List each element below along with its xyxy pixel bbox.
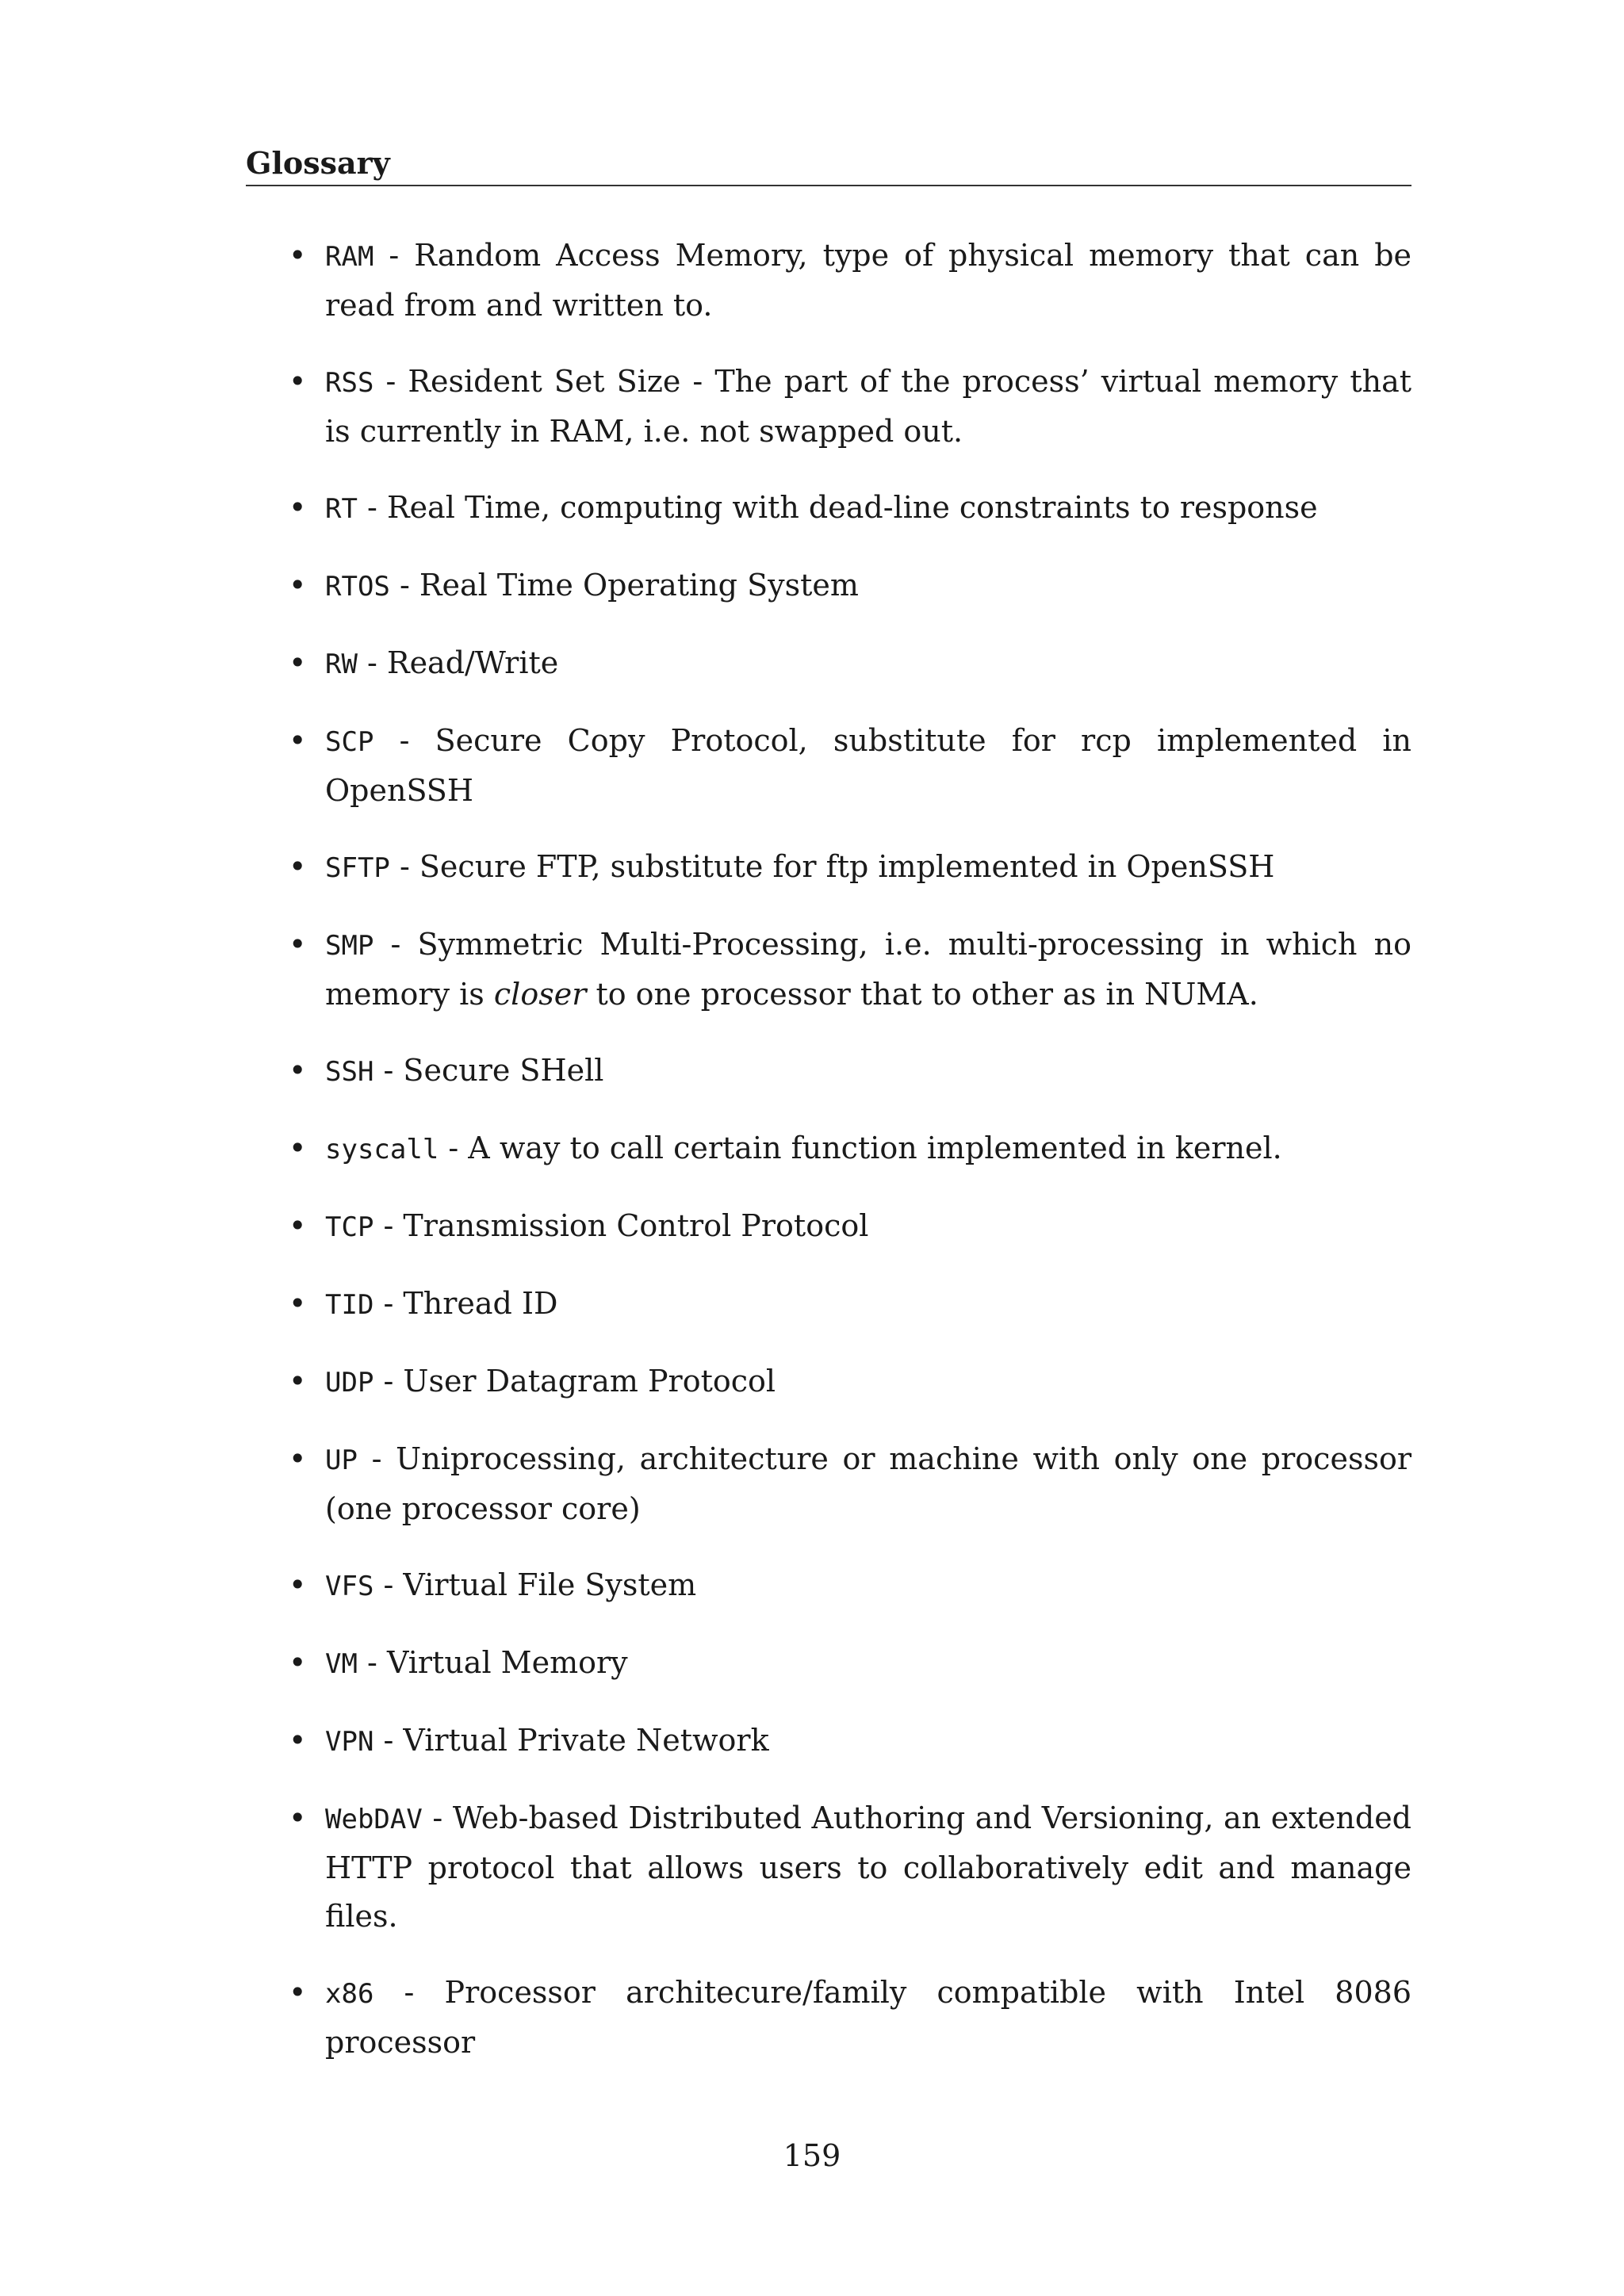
term-separator: - [373, 1975, 445, 2010]
glossary-term: SCP [325, 726, 374, 758]
glossary-entry-tcp [246, 1202, 1411, 1252]
glossary-definition: Virtual Memory [386, 1645, 628, 1680]
bullet-icon: • [289, 490, 307, 525]
glossary-term: VFS [325, 1571, 374, 1602]
glossary-entry-vm [246, 1639, 1411, 1689]
glossary-definition: Resident Set Size - The part of the process’ virtual memory that is currently in RAM, i.e. not swapped out. [325, 364, 1411, 449]
glossary-term: UDP [325, 1367, 374, 1399]
glossary-definition: Random Access Memory, type of physical memory that can be read from and written to. [325, 238, 1412, 323]
glossary-term: UP [325, 1445, 358, 1476]
glossary-term: SMP [325, 930, 374, 962]
glossary-entry-ram [246, 232, 1411, 330]
glossary-entry-scp [246, 717, 1411, 815]
glossary-entry-ssh [246, 1047, 1411, 1096]
glossary-entry-rtos [246, 561, 1411, 611]
term-separator: - [373, 238, 415, 273]
bullet-icon: • [289, 1800, 307, 1835]
bullet-icon: • [289, 1645, 307, 1680]
header-rule [246, 185, 1411, 186]
glossary-entry-smp [246, 920, 1411, 1019]
glossary-entry-up [246, 1435, 1411, 1533]
definition-text: Symmetric Multi-Processing, i.e. multi-processing in which no memory is [325, 927, 1411, 1012]
glossary-definition: Thread ID [403, 1286, 558, 1321]
bullet-icon: • [289, 568, 307, 603]
definition-emphasis: closer [493, 977, 587, 1012]
term-separator: - [357, 490, 387, 525]
glossary-term: WebDAV [325, 1804, 423, 1835]
glossary-term: RAM [325, 241, 374, 273]
glossary-term: RT [325, 493, 358, 525]
glossary-definition: Secure SHell [403, 1053, 604, 1088]
glossary-entry-udp [246, 1357, 1411, 1407]
glossary-entry-webdav [246, 1794, 1411, 1941]
glossary-definition: Transmission Control Protocol [403, 1208, 869, 1243]
term-separator: - [373, 927, 418, 962]
term-separator: - [439, 1131, 469, 1165]
term-separator: - [373, 1723, 404, 1758]
bullet-icon: • [289, 1131, 307, 1165]
page-number: 159 [783, 2138, 841, 2173]
glossary-definition: Uniprocessing, architecture or machine with only one processor (one processor core) [325, 1441, 1411, 1526]
glossary-definition: Real Time, computing with dead-line constraints to response [386, 490, 1318, 525]
glossary-term: VPN [325, 1726, 374, 1758]
glossary-definition: Processor architecure/family compatible with Intel 8086 processor [325, 1975, 1411, 2060]
glossary-term: RW [325, 649, 358, 680]
glossary-definition: Virtual File System [403, 1567, 697, 1602]
term-separator: - [357, 1645, 387, 1680]
glossary-entry-rss [246, 358, 1411, 456]
glossary-term: RTOS [325, 571, 390, 603]
glossary-definition: Secure Copy Protocol, substitute for rcp implemented in OpenSSH [325, 723, 1412, 808]
glossary-term: x86 [325, 1978, 374, 2010]
glossary-term: SSH [325, 1056, 374, 1088]
bullet-icon: • [289, 238, 307, 273]
term-separator: - [373, 1053, 404, 1088]
glossary-term: syscall [325, 1134, 439, 1165]
term-separator: - [357, 1441, 396, 1476]
term-separator: - [373, 1286, 404, 1321]
bullet-icon: • [289, 1286, 307, 1321]
glossary-entry-syscall [246, 1124, 1411, 1174]
glossary-term: TCP [325, 1211, 374, 1243]
term-separator: - [357, 645, 387, 680]
glossary-entry-rt [246, 484, 1411, 534]
glossary-definition: A way to call certain function implemented in kernel. [468, 1131, 1282, 1165]
bullet-icon: • [289, 364, 307, 399]
bullet-icon: • [289, 1364, 307, 1399]
bullet-icon: • [289, 927, 307, 962]
glossary-entry-x86 [246, 1969, 1411, 2067]
bullet-icon: • [289, 849, 307, 884]
term-separator: - [389, 568, 419, 603]
glossary-list [246, 232, 1411, 2095]
term-separator: - [373, 1364, 404, 1399]
bullet-icon: • [289, 1723, 307, 1758]
glossary-entry-vpn [246, 1716, 1411, 1766]
glossary-entry-sftp [246, 843, 1411, 893]
bullet-icon: • [289, 1441, 307, 1476]
glossary-term: RSS [325, 367, 374, 399]
term-separator: - [373, 364, 408, 399]
glossary-definition: Virtual Private Network [403, 1723, 769, 1758]
glossary-definition [325, 927, 1411, 1012]
glossary-definition: User Datagram Protocol [403, 1364, 776, 1399]
term-separator: - [373, 1208, 404, 1243]
glossary-definition: Secure FTP, substitute for ftp implemented in OpenSSH [419, 849, 1275, 884]
term-separator: - [389, 849, 419, 884]
bullet-icon: • [289, 1975, 307, 2010]
glossary-definition: Web-based Distributed Authoring and Versioning, an extended HTTP protocol that allows users to collaboratively edit and manage files. [325, 1800, 1412, 1934]
term-separator: - [373, 723, 435, 758]
glossary-definition: Real Time Operating System [419, 568, 859, 603]
glossary-term: TID [325, 1289, 374, 1321]
bullet-icon: • [289, 1567, 307, 1602]
term-separator: - [373, 1567, 404, 1602]
bullet-icon: • [289, 723, 307, 758]
glossary-term: VM [325, 1648, 358, 1680]
bullet-icon: • [289, 1208, 307, 1243]
definition-text: to one processor that to other as in NUMA. [586, 977, 1258, 1012]
term-separator: - [422, 1800, 453, 1835]
glossary-definition: Read/Write [386, 645, 559, 680]
glossary-entry-tid [246, 1280, 1411, 1330]
glossary-term: SFTP [325, 852, 390, 884]
glossary-entry-vfs [246, 1561, 1411, 1611]
running-header-title: Glossary [246, 145, 390, 181]
glossary-entry-rw [246, 639, 1411, 689]
bullet-icon: • [289, 1053, 307, 1088]
bullet-icon: • [289, 645, 307, 680]
